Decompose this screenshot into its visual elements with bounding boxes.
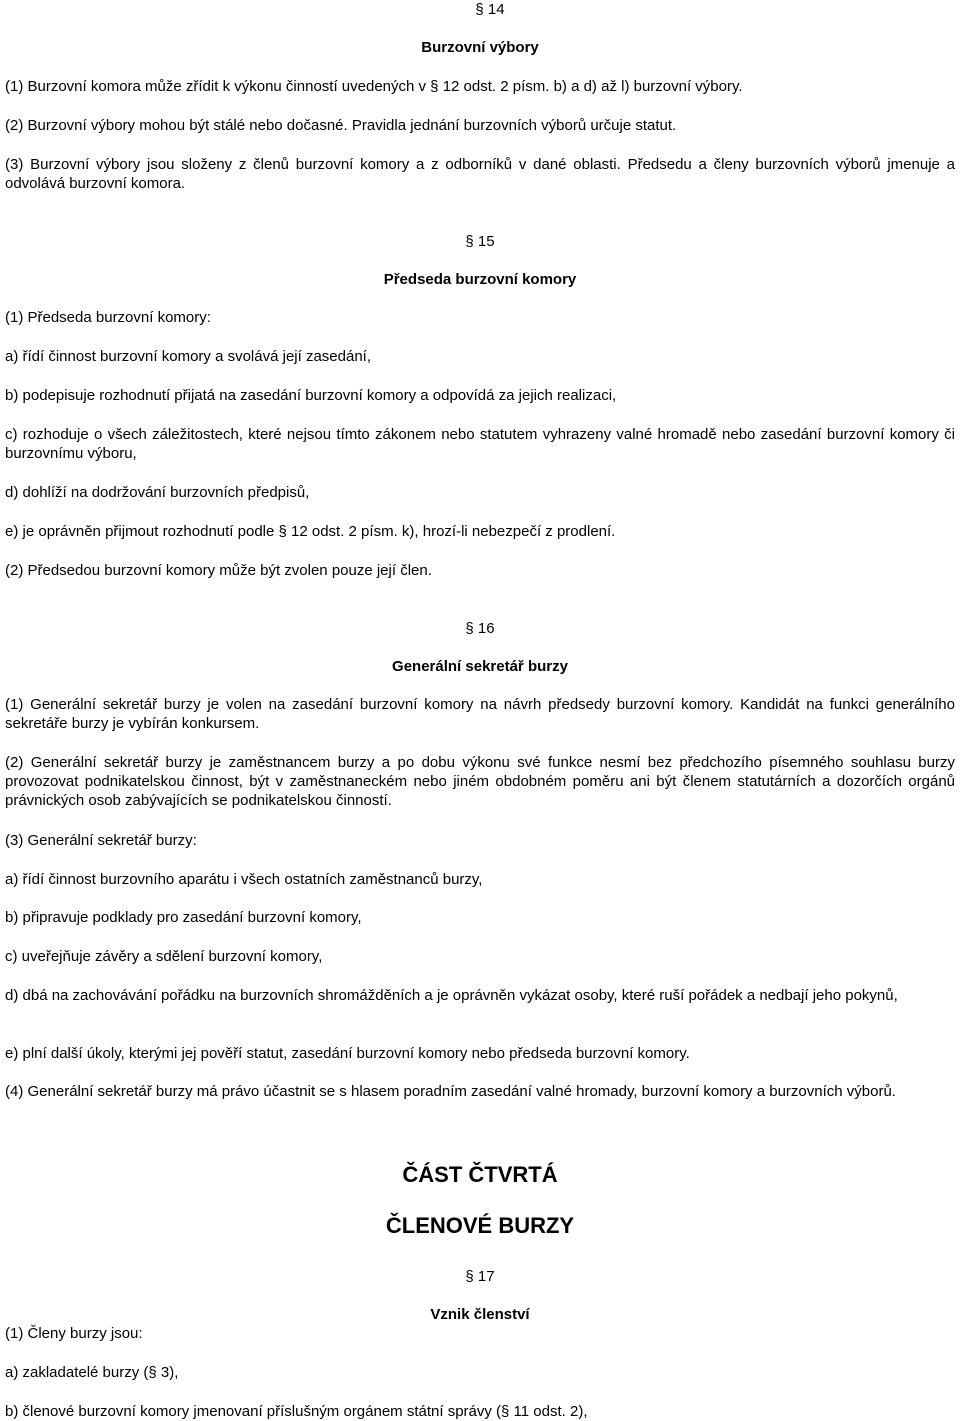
section-14-paragraph-1: (1) Burzovní komora může zřídit k výkonu činností uvedených v § 12 odst. 2 písm. b) a d) až l) burzovní výbory.: [5, 78, 743, 95]
section-16-item-e: e) plní další úkoly, kterými jej pověří statut, zasedání burzovní komory nebo předseda burzovní komory.: [5, 1045, 690, 1062]
section-16-title: Generální sekretář burzy: [392, 658, 568, 675]
section-16-item-c: c) uveřejňuje závěry a sdělení burzovní komory,: [5, 948, 323, 965]
section-14-paragraph-3: (3) Burzovní výbory jsou složeny z členů burzovní komory a z odborníků v dané oblasti. Předsedu a členy burzovních výborů jmenuje a odvolává burzovní komora.: [5, 156, 955, 192]
section-15-paragraph-2: (2) Předsedou burzovní komory může být zvolen pouze její člen.: [5, 562, 432, 579]
section-14-paragraph-2: (2) Burzovní výbory mohou být stálé nebo dočasné. Pravidla jednání burzovních výborů určuje statut.: [5, 117, 677, 134]
section-16-paragraph-4: (4) Generální sekretář burzy má právo účastnit se s hlasem poradním zasedání valné hromady, burzovní komory a burzovních výborů.: [5, 1083, 896, 1100]
part-subtitle: ČLENOVÉ BURZY: [385, 1213, 575, 1238]
section-17-title: Vznik členství: [430, 1306, 530, 1323]
section-17-paragraph-1: (1) Členy burzy jsou:: [5, 1325, 143, 1342]
section-16-item-b: b) připravuje podklady pro zasedání burzovní komory,: [5, 909, 362, 926]
section-15-item-e: e) je oprávněn přijmout rozhodnutí podle § 12 odst. 2 písm. k), hrozí-li nebezpečí z prodlení.: [5, 523, 616, 540]
section-15-title: Předseda burzovní komory: [383, 271, 577, 288]
section-16-number: § 16: [465, 620, 495, 637]
section-17-item-a: a) zakladatelé burzy (§ 3),: [5, 1364, 179, 1381]
section-14-title: Burzovní výbory: [421, 39, 539, 56]
section-16-item-a: a) řídí činnost burzovního aparátu i všech ostatních zaměstnanců burzy,: [5, 871, 483, 888]
section-15-number: § 15: [465, 233, 495, 250]
section-15-item-c: c) rozhoduje o všech záležitostech, které nejsou tímto zákonem nebo statutem vyhrazeny valné hromadě nebo zasedání burzovní komory či burzovnímu výboru,: [5, 426, 955, 462]
section-15-item-d: d) dohlíží na dodržování burzovních předpisů,: [5, 484, 310, 501]
section-15-paragraph-1: (1) Předseda burzovní komory:: [5, 309, 211, 326]
section-15-item-a: a) řídí činnost burzovní komory a svolává její zasedání,: [5, 348, 372, 365]
section-17-number: § 17: [465, 1268, 495, 1285]
section-15-item-b: b) podepisuje rozhodnutí přijatá na zasedání burzovní komory a odpovídá za jejich realizaci,: [5, 387, 617, 404]
section-16-item-d: d) dbá na zachovávání pořádku na burzovních shromážděních a je oprávněn vykázat osoby, které ruší pořádek a nedbají jeho pokynů,: [5, 987, 898, 1004]
section-16-paragraph-1: (1) Generální sekretář burzy je volen na zasedání burzovní komory na návrh předsedy burzovní komory. Kandidát na funkci generálního sekretáře burzy je vybírán konkursem.: [5, 696, 955, 732]
section-14-number: § 14: [475, 1, 505, 18]
section-17-item-b: b) členové burzovní komory jmenovaní příslušným orgánem státní správy (§ 11 odst. 2),: [5, 1403, 588, 1420]
section-16-paragraph-3: (3) Generální sekretář burzy:: [5, 832, 197, 849]
section-16-paragraph-2: (2) Generální sekretář burzy je zaměstnancem burzy a po dobu výkonu své funkce nesmí bez předchozího písemného souhlasu burzy provozovat podnikatelskou činnost, být v zaměstnaneckém nebo jiném obdobném poměru ani být členem statutárních a dozorčích orgánů právnických osob zabývajících se podnikatelskou činností.: [5, 754, 955, 809]
part-title: ČÁST ČTVRTÁ: [402, 1162, 558, 1187]
